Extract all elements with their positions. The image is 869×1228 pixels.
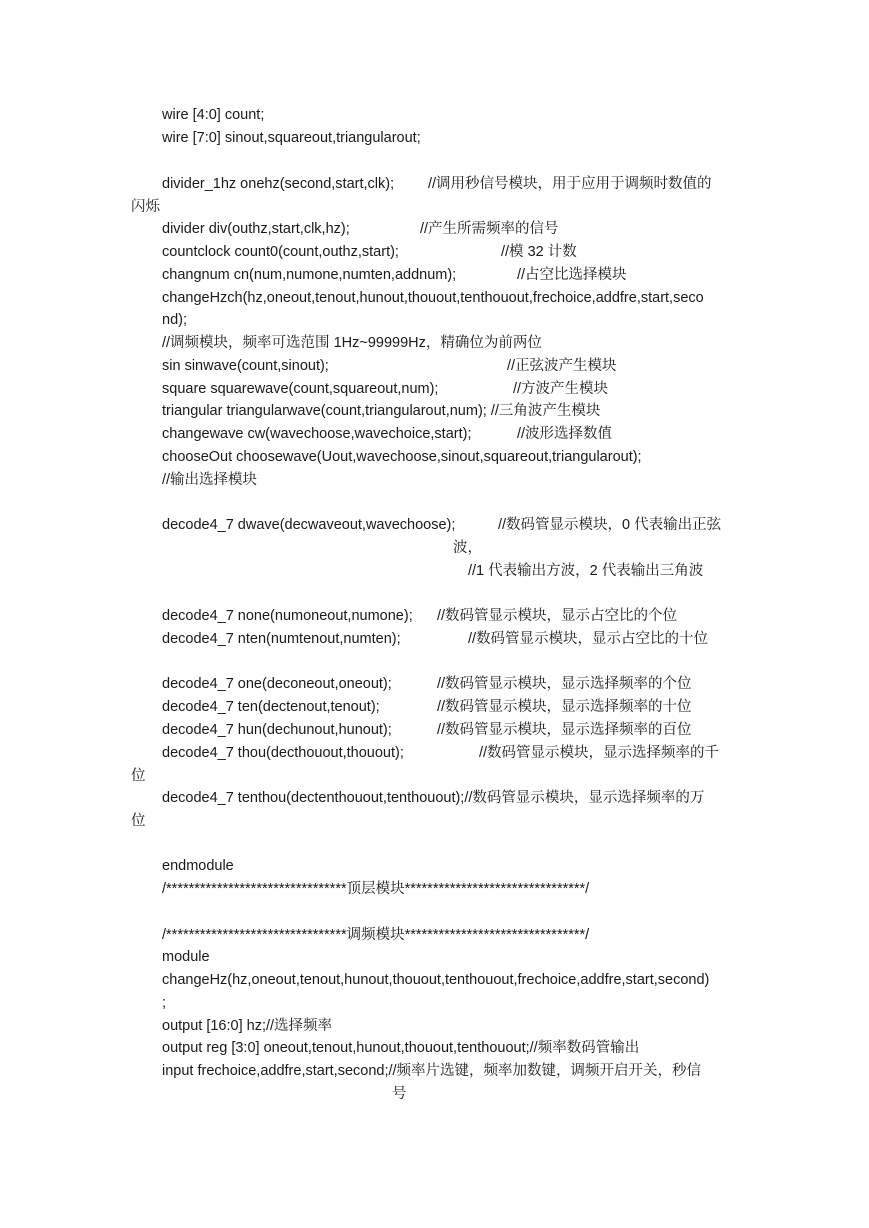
code-comment: //数码管显示模块，显示选择频率的十位 <box>437 699 692 715</box>
code-comment: //调用秒信号模块，用于应用于调频时数值的 <box>428 176 712 192</box>
code-comment: //输出选择模块 <box>162 472 258 488</box>
code-comment: //正弦波产生模块 <box>507 358 617 374</box>
code-line: endmodule <box>162 858 234 874</box>
code-line: output [16:0] hz;//选择频率 <box>162 1018 333 1034</box>
code-comment: 位 <box>131 813 146 829</box>
code-comment: //模 32 计数 <box>501 244 577 260</box>
code-line: output reg [3:0] oneout,tenout,hunout,thouout,tenthouout;//频率数码管输出 <box>162 1040 640 1056</box>
code-line: decode4_7 ten(dectenout,tenout); <box>162 699 380 715</box>
code-comment: //数码管显示模块，显示占空比的个位 <box>437 608 678 624</box>
code-comment: 闪烁 <box>131 199 160 215</box>
code-line: input frechoice,addfre,start,second;//频率片选键，频率加数键，调频开启开关，秒信 <box>162 1063 702 1079</box>
code-line: decode4_7 tenthou(dectenthouout,tenthouout);//数码管显示模块，显示选择频率的万 <box>162 790 705 806</box>
code-line: decode4_7 hun(dechunout,hunout); <box>162 722 392 738</box>
code-line: countclock count0(count,outhz,start); <box>162 244 399 260</box>
code-line: divider div(outhz,start,clk,hz); <box>162 221 350 237</box>
code-line: decode4_7 thou(decthouout,thouout); <box>162 745 404 761</box>
code-line: wire [4:0] count; <box>162 107 265 123</box>
code-line: divider_1hz onehz(second,start,clk); <box>162 176 395 192</box>
code-comment: //数码管显示模块，显示选择频率的百位 <box>437 722 692 738</box>
code-comment: //调频模块，频率可选范围 1Hz~99999Hz，精确位为前两位 <box>162 335 542 351</box>
section-divider-freq: /********************************调频模块********************************/ <box>162 927 590 943</box>
code-line: triangular triangularwave(count,triangularout,num); //三角波产生模块 <box>162 403 601 419</box>
code-line: decode4_7 nten(numtenout,numten); <box>162 631 401 647</box>
section-divider-top: /********************************顶层模块********************************/ <box>162 881 590 897</box>
code-comment: //数码管显示模块，显示选择频率的个位 <box>437 676 692 692</box>
code-comment: //1 代表输出方波，2 代表输出三角波 <box>468 563 704 579</box>
code-comment: 位 <box>131 768 146 784</box>
code-line: chooseOut choosewave(Uout,wavechoose,sinout,squareout,triangularout); <box>162 449 642 465</box>
code-comment: //占空比选择模块 <box>517 267 627 283</box>
code-line: decode4_7 dwave(decwaveout,wavechoose); <box>162 517 456 533</box>
code-line: ; <box>162 995 167 1011</box>
code-comment: //数码管显示模块，显示占空比的十位 <box>468 631 709 647</box>
code-line: square squarewave(count,squareout,num); <box>162 381 439 397</box>
code-line: module <box>162 949 210 965</box>
code-line: changeHzch(hz,oneout,tenout,hunout,thouout,tenthouout,frechoice,addfre,start,seco <box>162 290 704 306</box>
code-comment: 波， <box>453 540 482 556</box>
code-line: sin sinwave(count,sinout); <box>162 358 329 374</box>
code-line: changnum cn(num,numone,numten,addnum); <box>162 267 457 283</box>
code-comment: //数码管显示模块，0 代表输出正弦 <box>498 517 722 533</box>
code-comment: //波形选择数值 <box>517 426 613 442</box>
code-comment: //数码管显示模块，显示选择频率的千 <box>479 745 720 761</box>
code-comment: //产生所需频率的信号 <box>420 221 559 237</box>
code-line: nd); <box>162 312 187 328</box>
code-line: changeHz(hz,oneout,tenout,hunout,thouout,tenthouout,frechoice,addfre,start,second) <box>162 972 710 988</box>
code-line: wire [7:0] sinout,squareout,triangularout; <box>162 130 421 146</box>
code-comment: 号 <box>392 1086 407 1102</box>
code-line: changewave cw(wavechoose,wavechoice,start); <box>162 426 472 442</box>
code-line: decode4_7 none(numoneout,numone); <box>162 608 413 624</box>
code-line: decode4_7 one(deconeout,oneout); <box>162 676 392 692</box>
code-comment: //方波产生模块 <box>513 381 609 397</box>
